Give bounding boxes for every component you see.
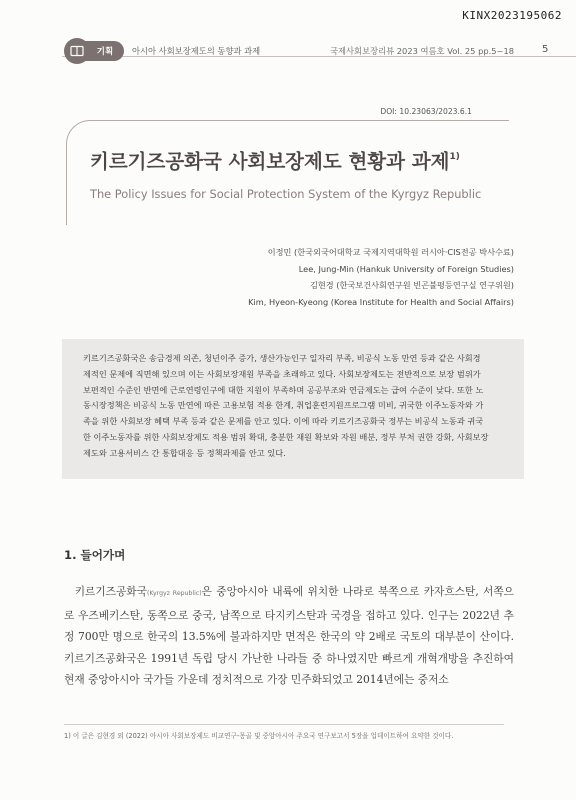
article-title-korean bbox=[90, 146, 460, 174]
author-1-english: Lee, Jung-Min (Hankuk University of Foreign Studies) bbox=[298, 263, 514, 274]
inline-note: (Kyrgyz Republic) bbox=[146, 590, 202, 597]
title-text: 키르기즈공화국 사회보장제도 현황과 과제 bbox=[90, 150, 450, 173]
paragraph-rest: 은 중앙아시아 내륙에 위치한 나라로 북쪽으로 카자흐스탄, 서쪽으로 우즈베키스탄, 동쪽으로 중국, 남쪽으로 타지키스탄과 국경을 접하고 있다. 인구는 2022년 추정 700만 명으로 한국의 13.5%에 불과하지만 면적은 한국의 약 2배로 국토의 대부분이 산이다. 키르기즈공화국은 1991년 독립 당시 가난한 나라들 중 하나였지만 빠르게 개혁개방을 추진하여 현재 중앙아시아 국가들 가운데 정치적으로 가장 민주화되었고 2014년에는 중저소 bbox=[64, 585, 515, 687]
doi: DOI: 10.23063/2023.6.1 bbox=[380, 107, 472, 116]
journal-info: 국제사회보장리뷰 2023 여름호 Vol. 25 pp.5~18 bbox=[330, 46, 515, 56]
article-title-english: The Policy Issues for Social Protection System of the Kyrgyz Republic bbox=[90, 187, 482, 201]
section-topic: 아시아 사회보장제도의 동향과 과제 bbox=[132, 46, 261, 56]
author-2-korean: 김현경 (한국보건사회연구원 빈곤불평등연구실 연구위원) bbox=[309, 280, 514, 291]
author-1-korean: 이정민 (한국외국어대학교 국제지역대학원 러시아·CIS전공 박사수료) bbox=[267, 247, 514, 257]
body-paragraph bbox=[64, 581, 514, 691]
author-list bbox=[248, 244, 514, 310]
section-heading: 1. 들어가며 bbox=[64, 548, 126, 562]
book-icon bbox=[64, 38, 90, 64]
document-code: KINX2023195062 bbox=[462, 9, 562, 22]
abstract-line: 보편적인 수준인 반면에 근로연령인구에 대한 지원이 부족하며 공공부조와 연금제도는 급여 수준이 낮다. 또한 노 bbox=[83, 384, 484, 395]
abstract-line: 동시장정책은 비공식 노동 만연에 따른 고용보험 적용 한계, 취업훈련지원프로그램 미비, 귀국한 이주노동자와 가 bbox=[83, 400, 484, 411]
abstract-line: 족을 위한 사회보장 혜택 부족 등과 같은 문제를 안고 있다. 이에 따라 키르기즈공화국 정부는 비공식 노동과 귀국 bbox=[83, 416, 484, 427]
paragraph-start: 키르기즈공화국 bbox=[74, 585, 147, 598]
abstract-line: 한 이주노동자를 위한 사회보장제도 적용 범위 확대, 충분한 재원 확보와 자원 배분, 정부 부처 권한 강화, 사회보장 bbox=[83, 431, 489, 442]
title-footnote-marker[interactable]: 1) bbox=[449, 151, 460, 162]
author-2-english: Kim, Hyeon-Kyeong (Korea Institute for Health and Social Affairs) bbox=[248, 296, 514, 307]
abstract-text bbox=[83, 351, 505, 462]
section-label: 기획 bbox=[84, 41, 124, 61]
book-icon-glyph bbox=[70, 45, 84, 57]
page-number: 5 bbox=[542, 44, 549, 55]
abstract-line: 제도와 고용서비스 간 통합대응 등 정책과제를 안고 있다. bbox=[83, 447, 286, 458]
footnote-rule bbox=[64, 724, 504, 725]
abstract-line: 키르기즈공화국은 송금경제 의존, 청년이주 증가, 생산가능인구 일자리 부족, 비공식 노동 만연 등과 같은 사회경 bbox=[83, 353, 481, 363]
abstract-line: 제적인 문제에 직면해 있으며 이는 사회보장재원 부족을 초래하고 있다. 사회보장제도는 전반적으로 보장 범위가 bbox=[83, 368, 481, 379]
footnote: 1) 이 글은 김현경 외 (2022) 아시아 사회보장제도 비교연구-몽골 및 중앙아시아 주요국 연구보고서 5장을 업데이트하여 요약한 것이다. bbox=[64, 732, 454, 740]
